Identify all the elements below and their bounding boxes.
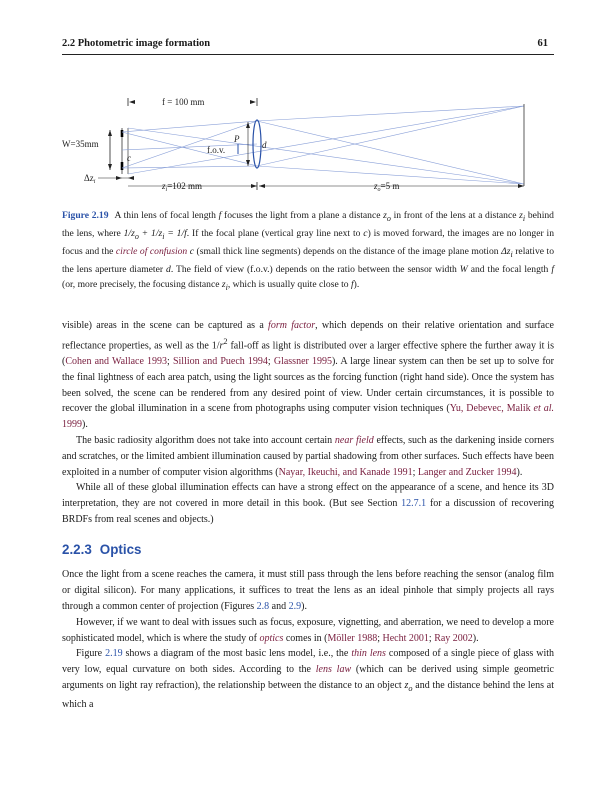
math-subscript: i xyxy=(225,282,228,292)
W-arrow-bottom xyxy=(108,164,112,170)
math-subscript: o xyxy=(386,213,391,223)
f-label: f = 100 mm xyxy=(162,97,205,107)
thin-lens-term: thin lens xyxy=(351,648,386,660)
text: composed of a single piece of glass with very low, equal curvature on both sides. According to the xyxy=(62,648,554,676)
text: ; xyxy=(167,355,173,367)
citation-link[interactable]: Möller 1988 xyxy=(327,632,378,644)
form-factor-term: form factor xyxy=(268,320,316,331)
text: While all of these global illumination effects can have a strong effect on the appearance of a scene, and hence its 3D interpretation, they are not covered in more detail in this book. (But see Section xyxy=(62,482,554,510)
math-zi: z xyxy=(221,278,226,290)
d-label: d xyxy=(262,140,267,150)
math-zo: z xyxy=(404,680,409,692)
math-f: f xyxy=(350,278,354,290)
math-subscript: i xyxy=(510,249,513,259)
math-r: r xyxy=(219,340,224,352)
caption-text: (or, more precisely, the focusing distance xyxy=(62,278,222,290)
text: Figure xyxy=(76,648,106,660)
dz-subscript: i xyxy=(93,179,96,185)
citation-link[interactable]: Sillion and Puech 1994 xyxy=(172,355,268,367)
text: The basic radiosity algorithm does not take into account certain xyxy=(76,434,335,446)
thin-lens-figure xyxy=(62,84,554,194)
citation-year: 1999 xyxy=(62,419,82,431)
ray-11 xyxy=(128,106,524,174)
caption-text: . If the focal plane (vertical gray line next to xyxy=(186,227,364,239)
text: ; xyxy=(428,632,435,644)
math-subscript: o xyxy=(408,684,413,694)
citation-link[interactable]: Cohen and Wallace 1993 xyxy=(65,355,168,367)
circle-of-confusion-term: circle of confusion xyxy=(115,245,188,257)
text: visible) areas in the scene can be captured as a xyxy=(62,320,269,331)
citation-link[interactable]: Glassner 1995 xyxy=(273,355,332,367)
paragraph-radiosity xyxy=(62,318,554,433)
dz-arrow-right xyxy=(116,176,122,180)
dz-arrow-left xyxy=(128,176,134,180)
text: comes in ( xyxy=(283,632,328,644)
paragraph-global-illumination xyxy=(62,480,554,527)
caption-text: and the focal length xyxy=(467,263,552,275)
zi-symbol: z xyxy=(162,181,166,191)
page-number: 61 xyxy=(537,38,548,49)
text: ). xyxy=(301,601,307,613)
text: (which can be derived using simple geometric arguments on light ray refraction), the relationship between the distance to an object xyxy=(62,664,554,692)
citation-link[interactable]: Langer and Zucker 1994 xyxy=(417,466,517,478)
math-f: f xyxy=(218,210,222,221)
dz-symbol: Δz xyxy=(84,173,94,183)
section-ref-link[interactable]: 12.7.1 xyxy=(401,498,427,510)
text: ; xyxy=(267,355,274,367)
d-arrow-bottom xyxy=(246,160,250,166)
P-label: P xyxy=(234,134,240,144)
math-W: W xyxy=(459,263,468,275)
text: fall-off as light is distributed over a larger effective sphere the further away it is ( xyxy=(62,340,554,367)
text: However, if we want to deal with issues such as focus, exposure, vignetting, and aberration, we need to develop a more sophisticated model, which is where the study of xyxy=(62,616,554,644)
text: and xyxy=(269,601,289,613)
section-title: 2.2 Photometric image formation xyxy=(62,38,211,49)
ray-10 xyxy=(128,128,524,184)
figure-label: Figure 2.19 xyxy=(62,210,109,221)
figure-ref-link[interactable]: 2.8 xyxy=(256,601,270,613)
f-arrow-left xyxy=(129,100,135,104)
math-superscript: 2 xyxy=(223,336,228,346)
citation-link[interactable]: Hecht 2001 xyxy=(382,632,429,644)
math-equation: = 1/f xyxy=(164,227,187,239)
zi-subscript: i xyxy=(165,187,168,193)
caption-text: A thin lens of focal length xyxy=(114,210,219,221)
citation-link[interactable]: Nayar, Ikeuchi, and Kanade 1991 xyxy=(278,466,413,478)
heading-number: 2.2.3 xyxy=(62,541,92,557)
zo-value: =5 m xyxy=(380,181,400,191)
caption-text: ) is moved forward, the images are no longer in focus and the xyxy=(62,227,554,257)
zo-arrow-right xyxy=(518,184,524,188)
header-rule xyxy=(62,54,554,55)
math-subscript: i xyxy=(162,231,165,241)
citation-link[interactable]: Ray 2002 xyxy=(434,632,473,644)
math-subscript: o xyxy=(134,231,139,241)
math-c: c xyxy=(189,245,195,257)
math-subscript: i xyxy=(522,213,526,223)
optics-term: optics xyxy=(259,632,284,644)
text: effects, such as the darkening inside corners and scratches, or the limited ambient illumination caused by partial shadowing from other surfaces. Such effects have been exploited in a number of computer vision algorithms ( xyxy=(62,434,554,478)
paragraph-pinhole xyxy=(62,567,554,614)
near-field-term: near field xyxy=(334,434,374,446)
math-zo: z xyxy=(383,210,387,221)
W-arrow-top xyxy=(108,130,112,136)
math-zi: z xyxy=(519,210,523,221)
body-text xyxy=(62,318,554,713)
section-heading-optics xyxy=(62,542,554,558)
citation-etal: et al. xyxy=(533,403,554,415)
caption-text: ). xyxy=(353,278,360,290)
citation-authors: Yu, Debevec, Malik xyxy=(449,403,534,415)
zo-arrow-left xyxy=(259,184,265,188)
fov-label: f.o.v. xyxy=(207,145,226,155)
caption-text: (small thick line segments) depends on the distance of the image plane motion xyxy=(194,245,502,257)
math-d: d xyxy=(166,263,171,275)
math-equation: + 1/z xyxy=(138,227,163,239)
math-f: f xyxy=(551,263,554,275)
paragraph-optics xyxy=(62,615,554,647)
zi-arrow-right xyxy=(251,184,257,188)
math-c: c xyxy=(363,227,368,239)
paragraph-near-field xyxy=(62,433,554,480)
text: Once the light from a scene reaches the camera, it must still pass through the lens before reaching the sensor (analog film or digital silicon). For many applications, it suffices to treat the lens as an ideal pinhole that simply projects all rays through a common center of projection (Figures xyxy=(62,569,554,613)
caption-text: relative to the lens aperture diameter xyxy=(62,245,554,275)
text: shows a diagram of the most basic lens model, i.e., the xyxy=(122,648,352,660)
W-label: W=35mm xyxy=(62,139,99,149)
text: ). A large linear system can then be set up to solve for the final lightness of each area patch, using the light sources as the forcing function (right hand side). Once the system has been solved, the scene can be rendered from any desired point of view. Under certain circumstances, it is possible to recover the global illumination in a scene from photographs using computer vision techniques ( xyxy=(62,355,555,415)
math-dz: Δz xyxy=(501,245,511,257)
caption-text: focuses the light from a plane a distance xyxy=(221,210,384,221)
text: for a discussion of recovering BRDFs from real scenes and objects.) xyxy=(62,498,554,525)
f-arrow-right xyxy=(250,100,256,104)
ray-6 xyxy=(257,121,524,184)
figure-ref-link[interactable]: 2.9 xyxy=(288,601,302,613)
caption-text: . The field of view (f.o.v.) depends on the ratio between the sensor width xyxy=(170,263,460,275)
caption-text: , which is usually quite close to xyxy=(227,278,351,290)
text: , which depends on their relative orientation and surface reflectance properties, as well as the 1/ xyxy=(62,320,554,352)
heading-title: Optics xyxy=(99,541,142,557)
ray-4 xyxy=(122,166,257,168)
text: and the distance behind the lens at which a xyxy=(62,680,554,710)
zo-symbol: z xyxy=(374,181,378,191)
ray-8 xyxy=(257,106,524,121)
zi-label xyxy=(161,181,202,193)
caption-text: behind the lens, where xyxy=(62,210,554,239)
text: ; xyxy=(412,466,418,478)
c-label: c xyxy=(127,153,131,163)
d-arrow-top xyxy=(246,122,250,128)
running-head xyxy=(62,38,552,52)
math-equation: 1/z xyxy=(123,227,135,239)
thin-lens-diagram xyxy=(62,84,554,194)
caption-text: in front of the lens at a distance xyxy=(390,210,520,221)
zo-label xyxy=(373,181,399,193)
text: ). xyxy=(82,419,88,431)
figure-caption xyxy=(62,208,554,295)
figure-ref-link[interactable]: 2.19 xyxy=(105,648,123,660)
dz-label xyxy=(84,173,96,185)
text: ). xyxy=(516,466,523,478)
lens-law-term: lens law xyxy=(315,664,352,676)
ray-1 xyxy=(122,121,257,132)
ray-7 xyxy=(257,106,524,166)
text: ). xyxy=(472,632,479,644)
light-rays xyxy=(122,106,524,184)
paragraph-thin-lens xyxy=(62,646,554,712)
text: ; xyxy=(377,632,383,644)
zo-subscript: o xyxy=(377,187,381,193)
zi-value: =102 mm xyxy=(167,181,203,191)
